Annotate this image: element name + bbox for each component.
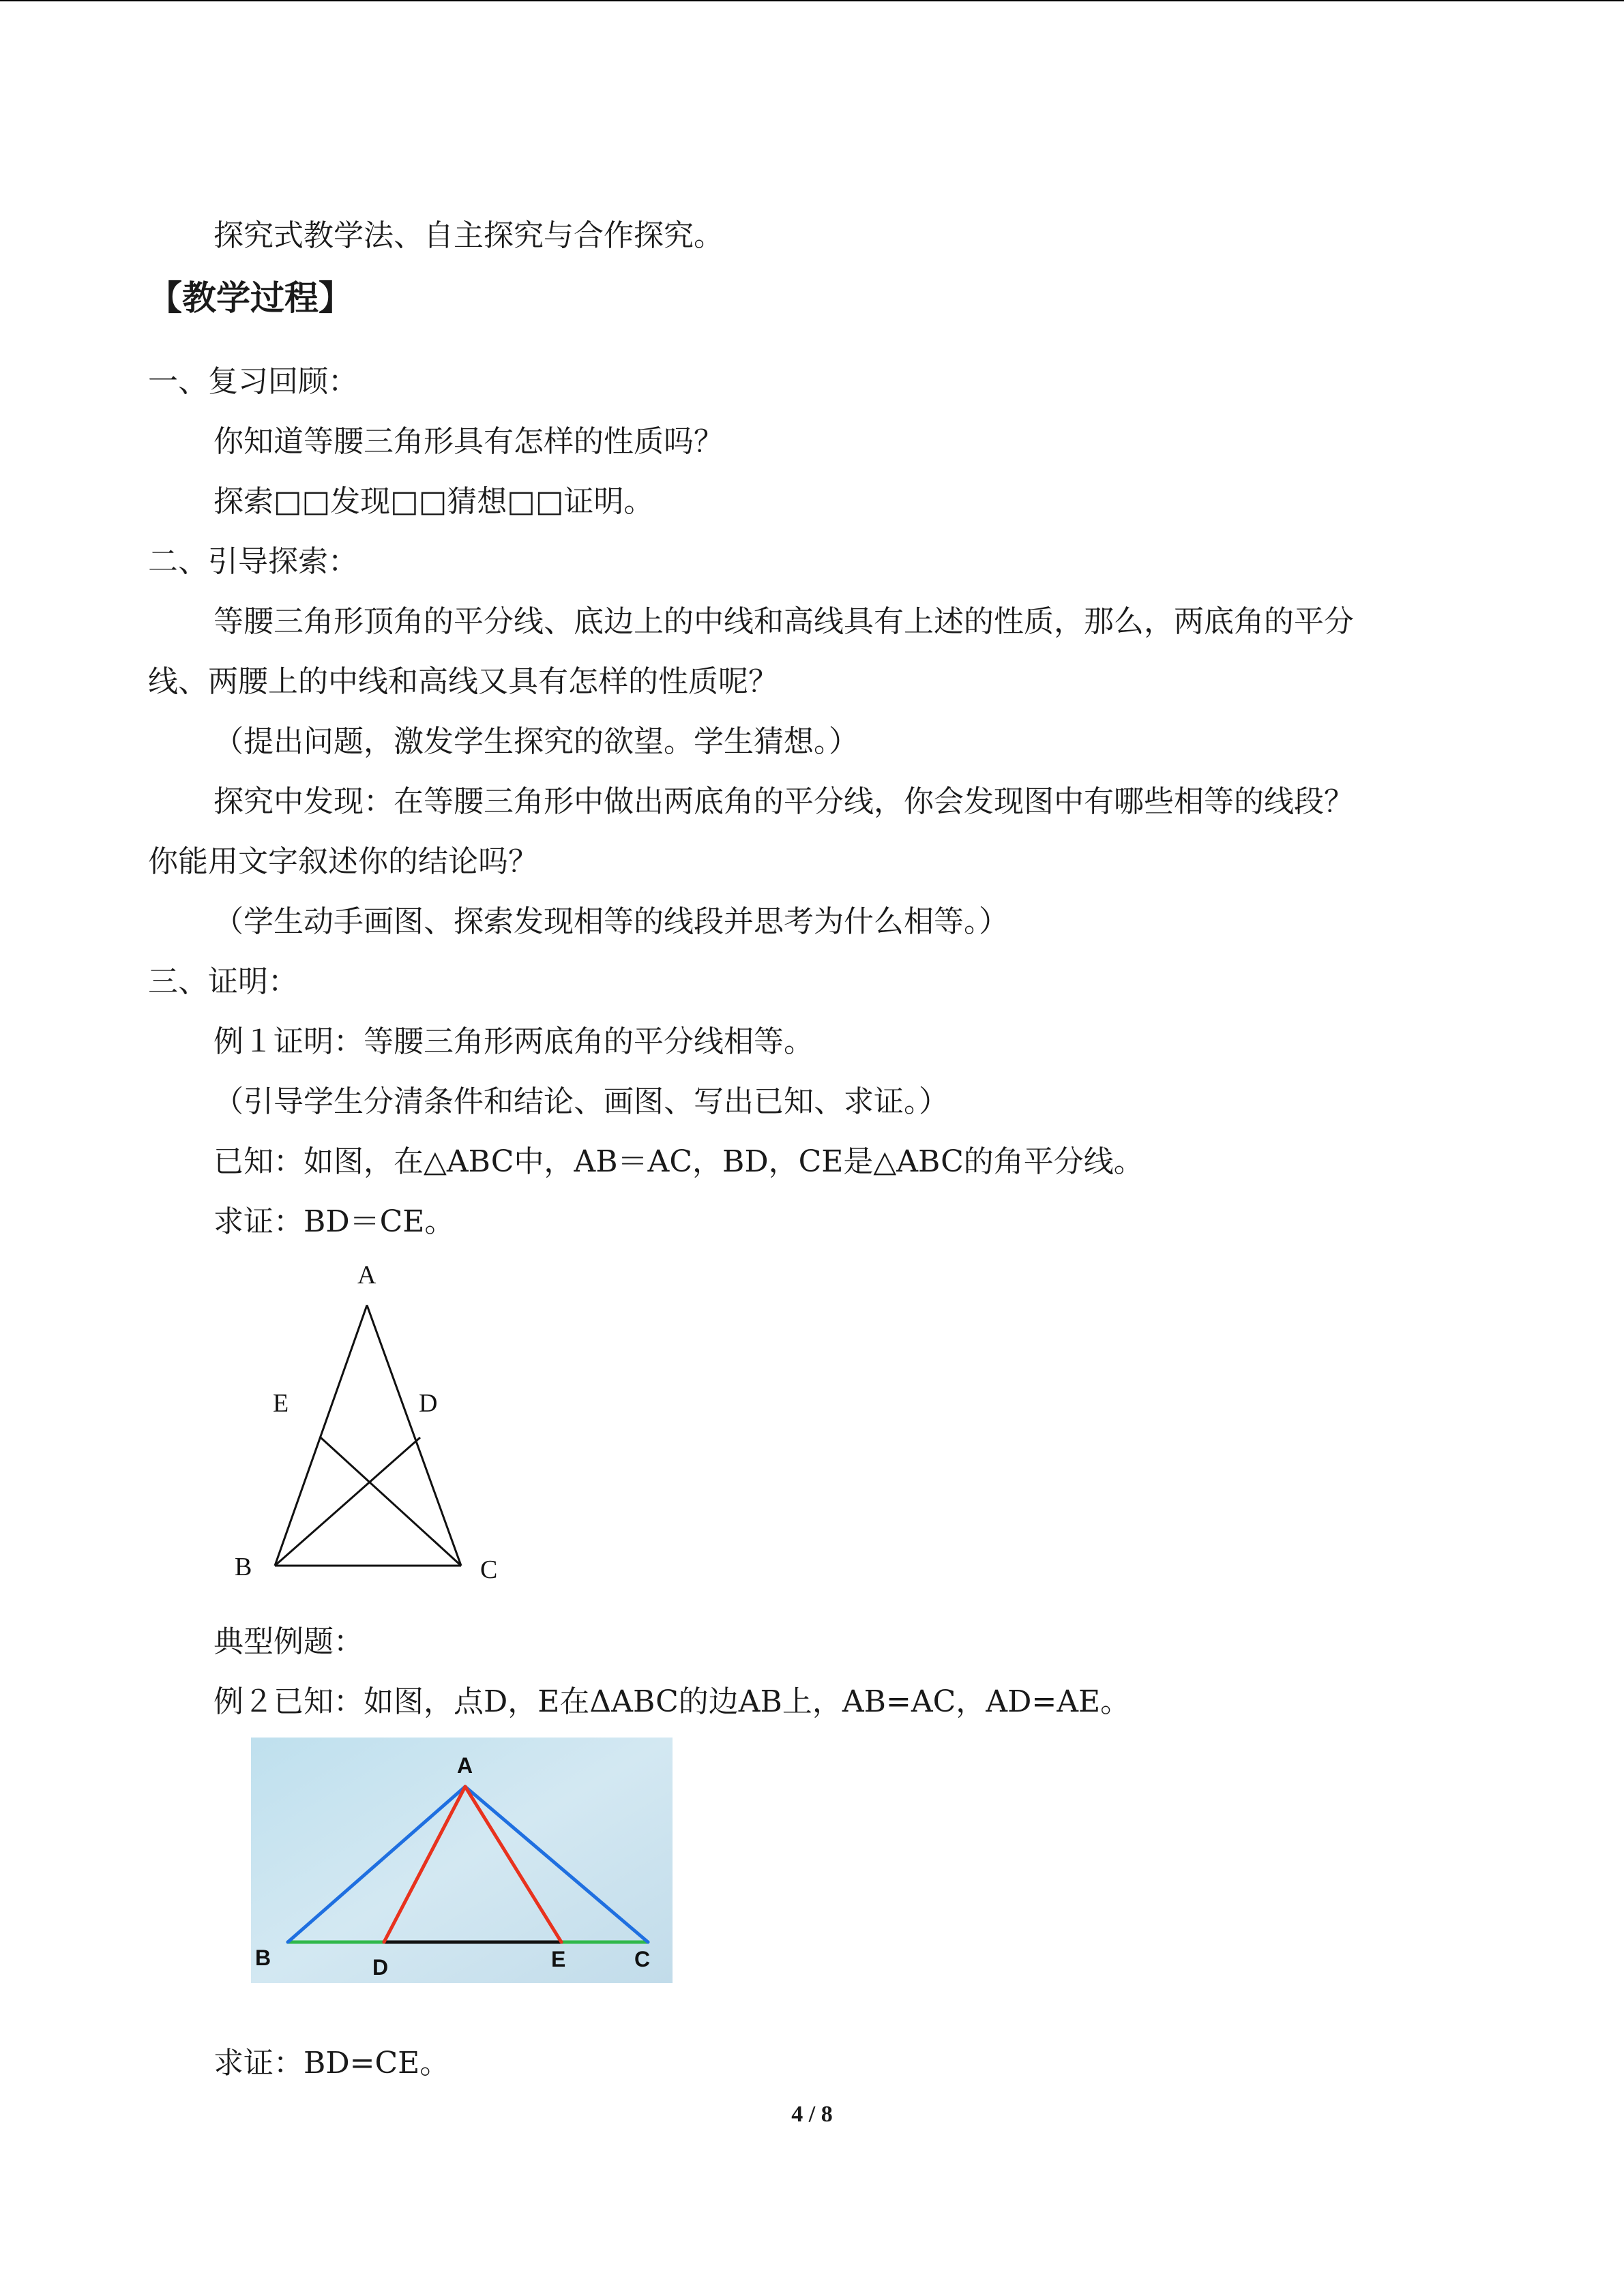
figure2-label-e: E — [551, 1947, 566, 1971]
figure2-label-a: A — [457, 1753, 473, 1778]
section2-paragraph1-line2: 线、两腰上的中线和高线又具有怎样的性质呢？ — [148, 664, 778, 699]
figure1-label-c: C — [480, 1555, 498, 1584]
figure2-label-b: B — [255, 1945, 271, 1970]
figure1-label-d: D — [419, 1389, 438, 1418]
example1-statement: 例１证明：等腰三角形两底角的平分线相等。 — [213, 1024, 814, 1059]
section2-paragraph2-line1: 探究中发现：在等腰三角形中做出两底角的平分线，你会发现图中有哪些相等的线段？ — [213, 784, 1354, 819]
section2-paragraph2-line2: 你能用文字叙述你的结论吗？ — [148, 844, 538, 879]
section-heading-teaching-process: 【教学过程】 — [148, 278, 353, 318]
section2-note2: （学生动手画图、探索发现相等的线段并思考为什么相等。） — [213, 904, 1009, 939]
example1-prove: 求证：BD＝CE。 — [213, 1204, 455, 1239]
section1-steps: 探索□□发现□□猜想□□证明。 — [213, 484, 654, 519]
section2-note1: （提出问题，激发学生探究的欲望。学生猜想。） — [213, 724, 859, 759]
figure1-label-e: E — [273, 1389, 289, 1418]
example2-statement: 例２已知：如图，点D，E在ΔABC的边AB上，AB=AC，AD=AE。 — [213, 1684, 1131, 1719]
figure1-side-ab — [275, 1305, 367, 1566]
page-number: 4 / 8 — [791, 2102, 833, 2127]
example2-prove: 求证：BD=CE。 — [213, 2046, 450, 2081]
example1-note: （引导学生分清条件和结论、画图、写出已知、求证。） — [213, 1084, 949, 1119]
figure1-triangle-diagram — [218, 1248, 518, 1589]
figure2-label-d: D — [372, 1955, 389, 1980]
example1-given: 已知：如图，在△ABC中，AB＝AC，BD，CE是△ABC的角平分线。 — [213, 1144, 1144, 1179]
figure1-side-ac — [367, 1305, 461, 1566]
teaching-methods: 探究式教学法、自主探究与合作探究。 — [213, 218, 724, 253]
figure2-colored-triangle-diagram — [251, 1738, 673, 1983]
typical-examples-label: 典型例题： — [213, 1624, 364, 1659]
section3-title: 三、证明： — [148, 964, 298, 999]
figure2-label-c: C — [634, 1947, 651, 1971]
section1-question: 你知道等腰三角形具有怎样的性质吗？ — [213, 424, 724, 459]
section2-title: 二、引导探索： — [148, 544, 358, 579]
figure1-label-b: B — [235, 1553, 252, 1581]
figure1-label-a: A — [357, 1261, 377, 1289]
figure1-bisector-ce — [321, 1437, 461, 1566]
section2-paragraph1-line1: 等腰三角形顶角的平分线、底边上的中线和高线具有上述的性质，那么，两底角的平分 — [213, 604, 1354, 639]
section1-title: 一、复习回顾： — [148, 364, 358, 399]
